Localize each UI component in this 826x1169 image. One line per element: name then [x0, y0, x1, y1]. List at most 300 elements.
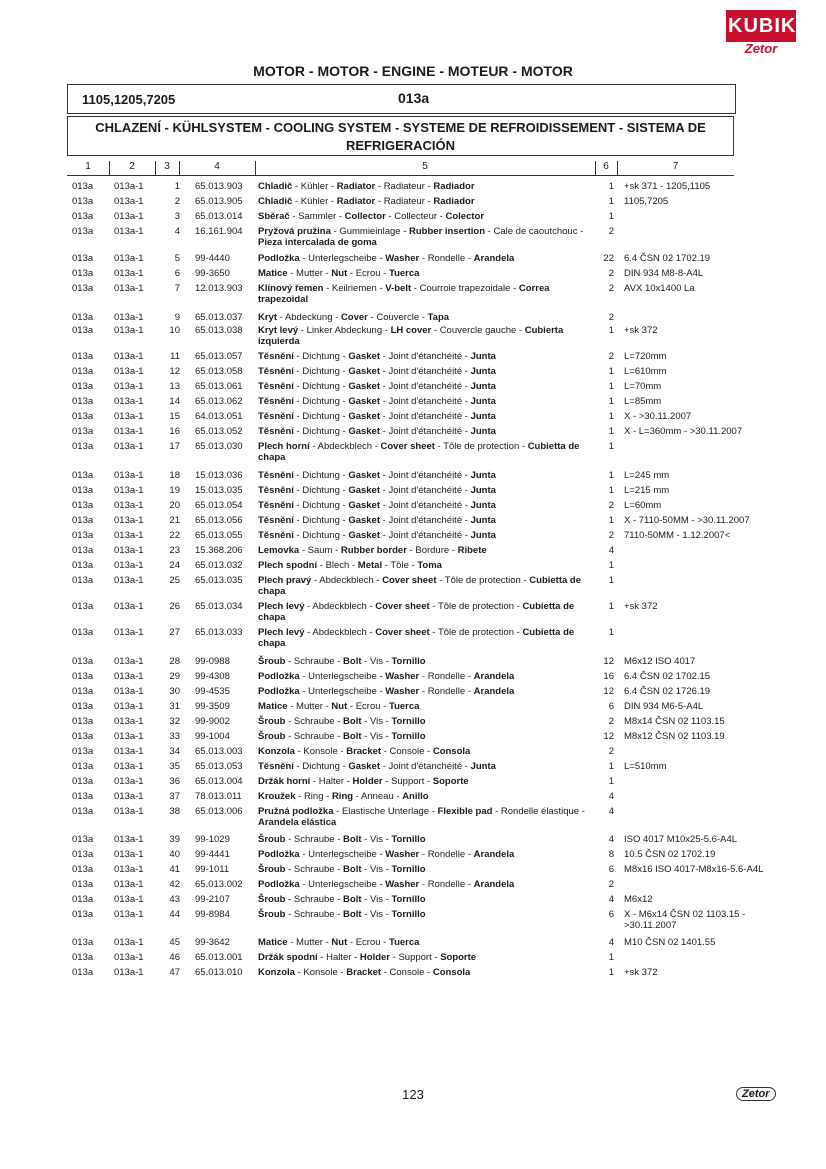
cell-quantity: 2 — [608, 312, 614, 323]
description-cz: Těsnění — [258, 411, 294, 422]
cell-part-number: 65.013.061 — [195, 381, 243, 392]
cell-quantity: 1 — [608, 381, 614, 392]
description-de: Keilriemen — [331, 283, 377, 294]
section-code: 013a — [398, 90, 430, 106]
description-es: Radiador — [433, 181, 475, 192]
cell-group: 013a — [72, 864, 94, 875]
cell-position: 2 — [174, 196, 180, 207]
cell-quantity: 1 — [608, 952, 614, 963]
description-en: Bracket — [346, 746, 382, 757]
description-fr: Collecteur — [394, 211, 438, 222]
cell-subgroup: 013a-1 — [114, 671, 144, 682]
column-divider — [255, 161, 256, 175]
cell-quantity: 4 — [608, 834, 614, 845]
cell-subgroup: 013a-1 — [114, 701, 144, 712]
cell-subgroup: 013a-1 — [114, 500, 144, 511]
description-cz: Klínový řemen — [258, 283, 324, 294]
cell-description: Matice - Mutter - Nut - Ecrou - Tuerca — [258, 701, 420, 712]
cell-quantity: 1 — [608, 485, 614, 496]
cell-group: 013a — [72, 656, 94, 667]
cell-note: 6.4 ČSN 02 1702.19 — [624, 253, 711, 264]
cell-part-number: 65.013.056 — [195, 515, 243, 526]
cell-quantity: 1 — [608, 211, 614, 222]
description-en: Gasket — [348, 515, 380, 526]
cell-note: L=610mm — [624, 366, 667, 377]
description-de: Schraube — [293, 909, 335, 920]
cell-note: 7110-50MM - 1.12.2007< — [624, 530, 731, 541]
description-fr: Tôle de protection — [437, 601, 514, 612]
description-de: Unterlegscheibe — [308, 671, 377, 682]
cell-subgroup: 013a-1 — [114, 894, 144, 905]
description-en: Gasket — [348, 351, 380, 362]
models-label: 1105,1205,7205 — [82, 92, 176, 107]
cell-subgroup: 013a-1 — [114, 952, 144, 963]
cell-group: 013a — [72, 426, 94, 437]
cell-subgroup: 013a-1 — [114, 967, 144, 978]
cell-group: 013a — [72, 671, 94, 682]
cell-part-number: 65.013.033 — [195, 627, 243, 638]
description-es: Tornillo — [391, 864, 426, 875]
description-cz: Držák horní — [258, 776, 311, 787]
description-fr: Vis — [369, 834, 383, 845]
description-de: Dichtung — [302, 761, 340, 772]
description-es: Junta — [470, 485, 496, 496]
cell-quantity: 2 — [608, 530, 614, 541]
cell-group: 013a — [72, 312, 94, 323]
description-cz: Těsnění — [258, 470, 294, 481]
description-fr: Radiateur — [383, 196, 425, 207]
cell-position: 31 — [169, 701, 180, 712]
cell-subgroup: 013a-1 — [114, 441, 144, 452]
description-cz: Těsnění — [258, 381, 294, 392]
description-de: Unterlegscheibe — [308, 849, 377, 860]
description-cz: Lemovka — [258, 545, 300, 556]
description-cz: Konzola — [258, 967, 295, 978]
cell-subgroup: 013a-1 — [114, 937, 144, 948]
description-es: Cubietta de chapa — [258, 441, 580, 463]
description-en: Cover sheet — [375, 627, 430, 638]
cell-part-number: 65.013.004 — [195, 776, 243, 787]
cell-note: L=60mm — [624, 500, 662, 511]
cell-note: L=70mm — [624, 381, 662, 392]
description-de: Sammler — [298, 211, 337, 222]
cell-quantity: 1 — [608, 470, 614, 481]
description-en: Bolt — [343, 864, 362, 875]
cell-part-number: 99-1004 — [195, 731, 230, 742]
cell-note: L=510mm — [624, 761, 667, 772]
description-es: Arandela elástica — [258, 817, 337, 828]
cell-note: +sk 372 — [624, 967, 658, 978]
cell-quantity: 12 — [603, 686, 614, 697]
cell-description: Plech spodní - Blech - Metal - Tôle - Toma — [258, 560, 442, 571]
cell-description: Těsnění - Dichtung - Gasket - Joint d'étanchéité - Junta — [258, 485, 496, 496]
cell-subgroup: 013a-1 — [114, 211, 144, 222]
description-es: Ribete — [457, 545, 487, 556]
cell-part-number: 99-4535 — [195, 686, 230, 697]
description-es: Tuerca — [388, 268, 420, 279]
column-divider — [179, 161, 180, 175]
description-cz: Plech horní — [258, 441, 310, 452]
cell-position: 32 — [169, 716, 180, 727]
description-fr: Joint d'étanchéité — [388, 366, 463, 377]
cell-note: X - L=360mm - >30.11.2007 — [624, 426, 743, 437]
description-en: Bolt — [343, 716, 362, 727]
description-es: Junta — [470, 351, 496, 362]
column-header: 6 — [603, 161, 609, 172]
description-cz: Těsnění — [258, 396, 294, 407]
cell-quantity: 6 — [608, 864, 614, 875]
description-cz: Těsnění — [258, 500, 294, 511]
cell-description: Šroub - Schraube - Bolt - Vis - Tornillo — [258, 656, 426, 667]
description-en: Metal — [357, 560, 383, 571]
description-fr: Ecrou — [355, 937, 381, 948]
cell-position: 33 — [169, 731, 180, 742]
cell-quantity: 4 — [608, 937, 614, 948]
description-fr: Joint d'étanchéité — [388, 530, 463, 541]
description-fr: Joint d'étanchéité — [388, 500, 463, 511]
description-de: Linker Abdeckung — [306, 325, 383, 336]
cell-part-number: 99-9002 — [195, 716, 230, 727]
cell-group: 013a — [72, 181, 94, 192]
cell-group: 013a — [72, 834, 94, 845]
section-title: CHLAZENÍ - KÜHLSYSTEM - COOLING SYSTEM - SYSTEME DE REFROIDISSEMENT - SISTEMA DE REFRIGERACIÓN — [67, 116, 734, 156]
description-en: Nut — [331, 701, 348, 712]
cell-part-number: 65.013.905 — [195, 196, 243, 207]
cell-subgroup: 013a-1 — [114, 268, 144, 279]
cell-quantity: 1 — [608, 396, 614, 407]
description-fr: Tôle de protection — [443, 441, 520, 452]
description-cz: Matice — [258, 268, 288, 279]
description-en: Gasket — [348, 470, 380, 481]
page-number: 123 — [402, 1087, 424, 1102]
description-de: Schraube — [293, 834, 335, 845]
cell-position: 28 — [169, 656, 180, 667]
cell-description: Plech levý - Abdeckblech - Cover sheet - Tôle de protection - Cubietta de chapa — [258, 601, 575, 623]
description-cz: Chladič — [258, 196, 293, 207]
cell-quantity: 2 — [608, 283, 614, 294]
description-en: Gasket — [348, 530, 380, 541]
cell-note: ISO 4017 M10x25-5.6-A4L — [624, 834, 738, 845]
cell-note: X - >30.11.2007 — [624, 411, 692, 422]
description-en: Bolt — [343, 834, 362, 845]
description-cz: Kryt levý — [258, 325, 299, 336]
cell-note: 1105,7205 — [624, 196, 669, 207]
cell-part-number: 65.013.037 — [195, 312, 243, 323]
cell-position: 7 — [174, 283, 180, 294]
description-en: Radiator — [336, 196, 376, 207]
cell-description: Držák spodní - Halter - Holder - Support - Soporte — [258, 952, 477, 963]
description-de: Halter — [326, 952, 352, 963]
cell-position: 37 — [169, 791, 180, 802]
cell-note: 6.4 ČSN 02 1702.15 — [624, 671, 711, 682]
description-en: Cover sheet — [375, 601, 430, 612]
cell-subgroup: 013a-1 — [114, 426, 144, 437]
cell-position: 42 — [169, 879, 180, 890]
cell-subgroup: 013a-1 — [114, 253, 144, 264]
cell-part-number: 16.161.904 — [195, 226, 243, 237]
cell-quantity: 6 — [608, 701, 614, 712]
description-de: Konsole — [303, 746, 338, 757]
description-de: Mutter — [296, 937, 323, 948]
cell-subgroup: 013a-1 — [114, 545, 144, 556]
description-en: Cover sheet — [380, 441, 435, 452]
description-fr: Joint d'étanchéité — [388, 381, 463, 392]
cell-note: X - M6x14 ČSN 02 1103.15 - >30.11.2007 — [624, 909, 746, 931]
description-de: Gummieinlage — [339, 226, 401, 237]
description-fr: Rondelle — [427, 253, 466, 264]
cell-subgroup: 013a-1 — [114, 325, 144, 336]
description-es: Tuerca — [388, 701, 420, 712]
description-fr: Anneau — [360, 791, 394, 802]
cell-note: M6x12 ISO 4017 — [624, 656, 696, 667]
description-de: Kühler — [300, 181, 329, 192]
cell-quantity: 2 — [608, 226, 614, 237]
cell-subgroup: 013a-1 — [114, 226, 144, 237]
description-es: Junta — [470, 761, 496, 772]
cell-position: 19 — [169, 485, 180, 496]
cell-part-number: 65.013.903 — [195, 181, 243, 192]
cell-group: 013a — [72, 530, 94, 541]
cell-group: 013a — [72, 226, 94, 237]
cell-quantity: 1 — [608, 601, 614, 612]
description-es: Anillo — [402, 791, 429, 802]
cell-description: Těsnění - Dichtung - Gasket - Joint d'étanchéité - Junta — [258, 515, 496, 526]
description-en: Flexible pad — [437, 806, 493, 817]
description-de: Mutter — [296, 268, 323, 279]
description-fr: Support — [391, 776, 425, 787]
description-de: Abdeckblech — [312, 601, 367, 612]
cell-description: Sběrač - Sammler - Collector - Collecteur - Colector — [258, 211, 485, 222]
description-en: V-belt — [385, 283, 412, 294]
cell-part-number: 65.013.030 — [195, 441, 243, 452]
cell-quantity: 4 — [608, 806, 614, 817]
cell-quantity: 1 — [608, 411, 614, 422]
model-code-box — [67, 84, 736, 114]
cell-quantity: 2 — [608, 500, 614, 511]
description-fr: Tôle — [390, 560, 409, 571]
cell-subgroup: 013a-1 — [114, 761, 144, 772]
cell-note: +sk 371 - 1205,1105 — [624, 181, 711, 192]
description-en: Gasket — [348, 485, 380, 496]
cell-note: L=215 mm — [624, 485, 670, 496]
description-es: Junta — [470, 500, 496, 511]
cell-description: Těsnění - Dichtung - Gasket - Joint d'étanchéité - Junta — [258, 470, 496, 481]
description-es: Junta — [470, 426, 496, 437]
description-de: Ring — [303, 791, 324, 802]
description-en: Collector — [344, 211, 386, 222]
cell-subgroup: 013a-1 — [114, 560, 144, 571]
description-en: Bolt — [343, 656, 362, 667]
cell-subgroup: 013a-1 — [114, 470, 144, 481]
description-es: Consola — [432, 967, 471, 978]
cell-group: 013a — [72, 411, 94, 422]
cell-part-number: 65.013.052 — [195, 426, 243, 437]
description-es: Soporte — [432, 776, 469, 787]
cell-description: Těsnění - Dichtung - Gasket - Joint d'étanchéité - Junta — [258, 381, 496, 392]
cell-description: Matice - Mutter - Nut - Ecrou - Tuerca — [258, 268, 420, 279]
cell-subgroup: 013a-1 — [114, 864, 144, 875]
cell-quantity: 4 — [608, 791, 614, 802]
cell-subgroup: 013a-1 — [114, 776, 144, 787]
description-es: Colector — [445, 211, 485, 222]
cell-note: M8x16 ISO 4017-M8x16-5.6-A4L — [624, 864, 764, 875]
description-en: Gasket — [348, 761, 380, 772]
description-de: Unterlegscheibe — [308, 686, 377, 697]
description-cz: Podložka — [258, 671, 300, 682]
description-es: Tornillo — [391, 834, 426, 845]
description-fr: Couvercle — [376, 312, 420, 323]
cell-position: 41 — [169, 864, 180, 875]
cell-position: 1 — [174, 181, 180, 192]
description-en: Gasket — [348, 381, 380, 392]
description-en: Washer — [385, 253, 420, 264]
cell-description: Těsnění - Dichtung - Gasket - Joint d'étanchéité - Junta — [258, 366, 496, 377]
cell-description: Šroub - Schraube - Bolt - Vis - Tornillo — [258, 731, 426, 742]
cell-description: Držák horní - Halter - Holder - Support - Soporte — [258, 776, 469, 787]
cell-position: 17 — [169, 441, 180, 452]
description-es: Cubietta de chapa — [258, 601, 575, 623]
description-de: Dichtung — [302, 485, 340, 496]
column-header: 2 — [129, 161, 135, 172]
column-divider — [109, 161, 110, 175]
cell-quantity: 2 — [608, 879, 614, 890]
cell-part-number: 99-1029 — [195, 834, 230, 845]
cell-note: X - 7110-50MM - >30.11.2007 — [624, 515, 750, 526]
cell-group: 013a — [72, 211, 94, 222]
cell-position: 10 — [169, 325, 180, 336]
description-fr: Console — [389, 967, 425, 978]
description-cz: Podložka — [258, 849, 300, 860]
description-cz: Sběrač — [258, 211, 290, 222]
cell-group: 013a — [72, 701, 94, 712]
cell-group: 013a — [72, 761, 94, 772]
cell-quantity: 1 — [608, 967, 614, 978]
cell-description: Šroub - Schraube - Bolt - Vis - Tornillo — [258, 864, 426, 875]
description-de: Blech — [325, 560, 350, 571]
cell-position: 13 — [169, 381, 180, 392]
cell-group: 013a — [72, 806, 94, 817]
cell-group: 013a — [72, 253, 94, 264]
column-divider — [595, 161, 596, 175]
description-fr: Joint d'étanchéité — [388, 351, 463, 362]
description-en: Holder — [359, 952, 390, 963]
description-en: Gasket — [348, 411, 380, 422]
cell-quantity: 1 — [608, 196, 614, 207]
cell-group: 013a — [72, 601, 94, 612]
description-cz: Šroub — [258, 656, 286, 667]
cell-position: 45 — [169, 937, 180, 948]
cell-description: Podložka - Unterlegscheibe - Washer - Rondelle - Arandela — [258, 671, 515, 682]
description-en: Nut — [331, 937, 348, 948]
cell-description: Plech levý - Abdeckblech - Cover sheet - Tôle de protection - Cubietta de chapa — [258, 627, 575, 649]
cell-description: Plech horní - Abdeckblech - Cover sheet - Tôle de protection - Cubietta de chapa — [258, 441, 580, 463]
description-es: Tornillo — [391, 909, 426, 920]
description-es: Junta — [470, 396, 496, 407]
cell-group: 013a — [72, 396, 94, 407]
description-cz: Těsnění — [258, 366, 294, 377]
description-en: Gasket — [348, 396, 380, 407]
description-es: Arandela — [473, 253, 515, 264]
cell-quantity: 4 — [608, 545, 614, 556]
cell-subgroup: 013a-1 — [114, 849, 144, 860]
cell-group: 013a — [72, 731, 94, 742]
cell-group: 013a — [72, 776, 94, 787]
cell-subgroup: 013a-1 — [114, 283, 144, 294]
description-cz: Konzola — [258, 746, 295, 757]
description-de: Mutter — [296, 701, 323, 712]
description-fr: Joint d'étanchéité — [388, 761, 463, 772]
column-header: 3 — [164, 161, 170, 172]
cell-part-number: 78.013.011 — [195, 791, 242, 802]
column-divider — [155, 161, 156, 175]
cell-subgroup: 013a-1 — [114, 575, 144, 586]
description-de: Unterlegscheibe — [308, 253, 377, 264]
cell-part-number: 65.013.032 — [195, 560, 243, 571]
cell-part-number: 65.013.006 — [195, 806, 243, 817]
cell-subgroup: 013a-1 — [114, 686, 144, 697]
cell-subgroup: 013a-1 — [114, 366, 144, 377]
description-de: Dichtung — [302, 411, 340, 422]
description-es: Arandela — [473, 879, 515, 890]
cell-description: Podložka - Unterlegscheibe - Washer - Rondelle - Arandela — [258, 879, 515, 890]
description-cz: Šroub — [258, 909, 286, 920]
cell-subgroup: 013a-1 — [114, 716, 144, 727]
description-cz: Těsnění — [258, 485, 294, 496]
cell-part-number: 99-0988 — [195, 656, 230, 667]
cell-description: Šroub - Schraube - Bolt - Vis - Tornillo — [258, 716, 426, 727]
cell-note: 6.4 ČSN 02 1726.19 — [624, 686, 711, 697]
description-es: Tornillo — [391, 656, 426, 667]
cell-position: 36 — [169, 776, 180, 787]
cell-description: Kryt levý - Linker Abdeckung - LH cover - Couvercle gauche - Cubierta izquierda — [258, 325, 564, 347]
cell-part-number: 15.013.035 — [195, 485, 243, 496]
cell-position: 12 — [169, 366, 180, 377]
description-es: Radiador — [433, 196, 475, 207]
cell-quantity: 1 — [608, 627, 614, 638]
zetor-footer-logo: Zetor — [736, 1087, 776, 1101]
cell-description: Šroub - Schraube - Bolt - Vis - Tornillo — [258, 834, 426, 845]
cell-part-number: 99-8984 — [195, 909, 230, 920]
description-de: Dichtung — [302, 515, 340, 526]
description-fr: Courroie trapezoidale — [419, 283, 511, 294]
cell-position: 25 — [169, 575, 180, 586]
description-en: Gasket — [348, 366, 380, 377]
cell-description: Pružná podložka - Elastische Unterlage - Flexible pad - Rondelle élastique - Arandela elástica — [258, 806, 585, 828]
description-es: Junta — [470, 366, 496, 377]
cell-group: 013a — [72, 325, 94, 336]
description-cz: Těsnění — [258, 515, 294, 526]
cell-part-number: 65.013.058 — [195, 366, 243, 377]
description-de: Elastische Unterlage — [341, 806, 430, 817]
description-de: Dichtung — [302, 396, 340, 407]
description-de: Dichtung — [302, 381, 340, 392]
description-cz: Pružná podložka — [258, 806, 334, 817]
description-de: Kühler — [300, 196, 329, 207]
description-de: Schraube — [293, 864, 335, 875]
description-en: Cover sheet — [382, 575, 437, 586]
cell-group: 013a — [72, 485, 94, 496]
cell-position: 4 — [174, 226, 180, 237]
description-fr: Vis — [369, 716, 383, 727]
cell-description: Těsnění - Dichtung - Gasket - Joint d'étanchéité - Junta — [258, 530, 496, 541]
page-title: MOTOR - MOTOR - ENGINE - MOTEUR - MOTOR — [253, 63, 573, 79]
cell-group: 013a — [72, 366, 94, 377]
logo-kubik-text: KUBIK — [726, 10, 796, 42]
description-en: Gasket — [348, 500, 380, 511]
description-cz: Kryt — [258, 312, 278, 323]
description-en: Bolt — [343, 909, 362, 920]
cell-quantity: 2 — [608, 746, 614, 757]
